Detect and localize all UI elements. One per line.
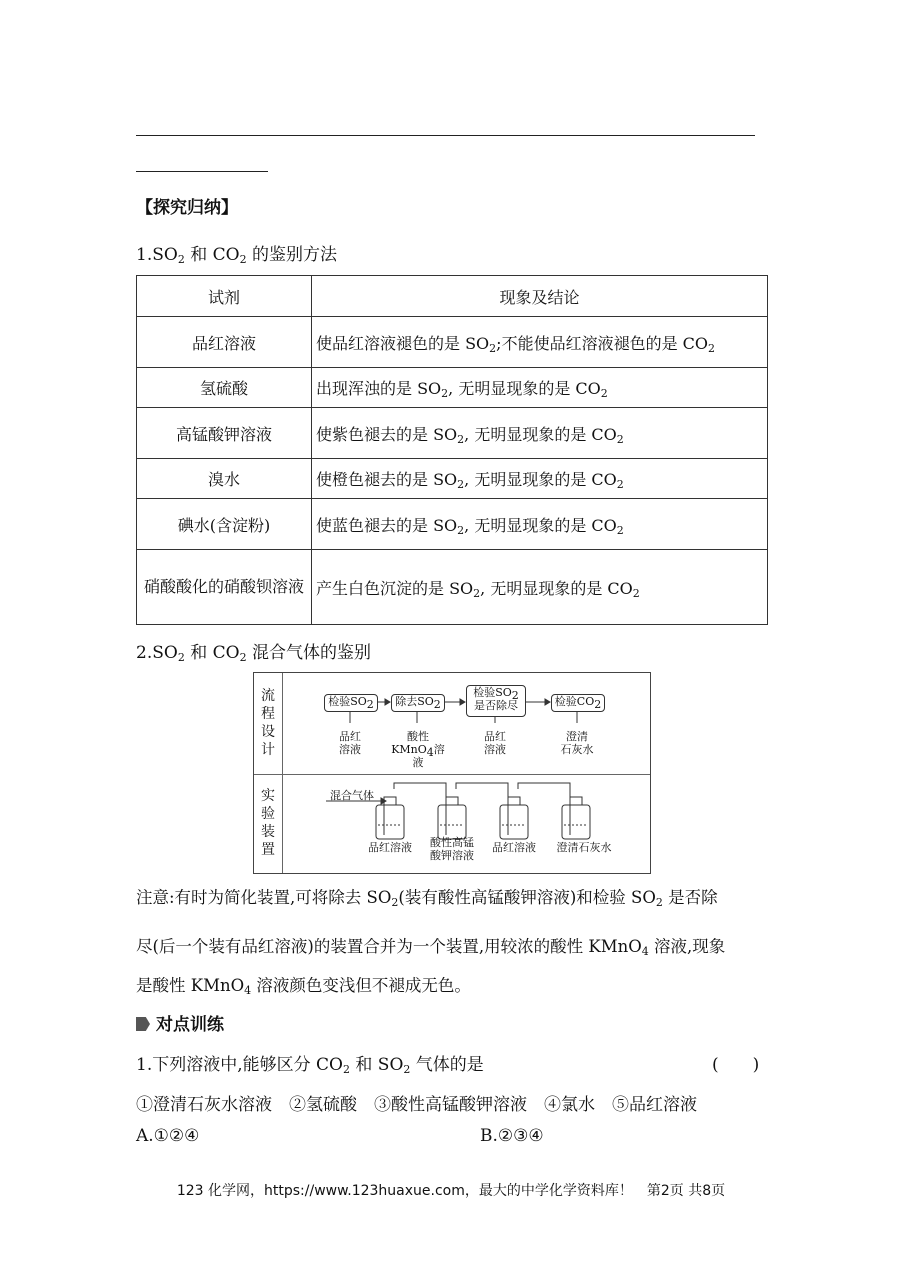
phenomenon-cell: 产生白色沉淀的是 $SO_2$, 无明显现象的是 $CO_2$ [312,550,768,625]
option-b: B.②③④ [480,1126,544,1146]
table-row [137,550,768,625]
row-label-apparatus: 实验装置 [261,788,275,858]
option-a: A.①②④ [136,1126,200,1146]
note-line-3: 是酸性 KMnO$_4$ 溶液颜色变浅但不褪成无色。 [136,976,471,997]
bottle-label-2: 酸性高锰 酸钾溶液 [430,836,474,862]
note-line-2: 尽(后一个装有品红溶液)的装置合并为一个装置,用较浓的酸性 KMnO$_4$ 溶液,现象 [136,937,726,958]
flow-arrows [254,673,650,773]
heading-identification-methods: $1.SO_2$ 和 $CO_2$ 的鉴别方法 [136,245,337,266]
rule-line-short [136,171,268,172]
table-row [137,368,768,408]
reagent-cell: 高锰酸钾溶液 [137,408,312,459]
identification-diagram [253,672,651,874]
reagent-cell: 溴水 [137,459,312,499]
phenomenon-cell: 使橙色褪去的是 $SO_2$, 无明显现象的是 $CO_2$ [312,459,768,499]
phenomenon-cell: 出现浑浊的是 $SO_2$, 无明显现象的是 $CO_2$ [312,368,768,408]
row-label-flow-design: 流程设计 [261,688,275,758]
reagent-label-2: 酸性 KMnO$_4$溶液 [391,730,445,769]
reagent-label-3: 品红 溶液 [484,730,506,756]
rule-line-long [136,135,755,136]
phenomenon-cell: 使品红溶液褪色的是 $SO_2$;不能使品红溶液褪色的是 $CO_2$ [312,317,768,368]
note-line-1: 注意:有时为简化装置,可将除去 $SO_2$(装有酸性高锰酸钾溶液)和检验 $SO_2$ 是否除 [136,888,718,909]
flow-step-remove-so2: 除去$SO_2$ [391,694,445,712]
flow-step-detect-co2: 检验$CO_2$ [551,694,605,712]
bottle-label-4: 澄清石灰水 [556,841,612,854]
heading-mixed-gas: $2.SO_2$ 和 $CO_2$ 混合气体的鉴别 [136,643,371,664]
phenomenon-cell: 使蓝色褪去的是 $SO_2$, 无明显现象的是 $CO_2$ [312,499,768,550]
drill-title: 对点训练 [136,1010,224,1035]
bottle-label-3: 品红溶液 [492,841,536,854]
reagent-cell: 氢硫酸 [137,368,312,408]
table-row [137,408,768,459]
table-row [137,459,768,499]
header-phenomenon: 现象及结论 [312,276,768,317]
question-stem: 1.下列溶液中,能够区分 $CO_2$ 和 $SO_2$ 气体的是 [136,1055,484,1076]
section-bar-icon [136,1017,150,1031]
answer-parentheses: ( ) [712,1055,760,1075]
table-row [137,317,768,368]
flow-step-check-removed: 检验$SO_2$ 是否除尽 [466,685,526,717]
identification-table [136,275,768,625]
header-reagent: 试剂 [137,276,312,317]
page-footer: 123 化学网，https://www.123huaxue.com，最大的中学化学资料库！ 第2页 共8页 [176,1183,726,1199]
question-items: ①澄清石灰水溶液 ②氢硫酸 ③酸性高锰酸钾溶液 ④氯水 ⑤品红溶液 [136,1095,697,1115]
reagent-label-4: 澄清 石灰水 [560,730,594,756]
bottle-label-1: 品红溶液 [368,841,412,854]
table-header-row [137,276,768,317]
section-title: 【探究归纳】 [136,198,238,218]
gas-label: 混合气体 [330,789,374,802]
table-row [137,499,768,550]
phenomenon-cell: 使紫色褪去的是 $SO_2$, 无明显现象的是 $CO_2$ [312,408,768,459]
reagent-cell: 硝酸酸化的硝酸钡溶液 [137,550,312,625]
reagent-cell: 碘水(含淀粉) [137,499,312,550]
reagent-label-1: 品红 溶液 [339,730,361,756]
reagent-cell: 品红溶液 [137,317,312,368]
flow-step-detect-so2: 检验$SO_2$ [324,694,378,712]
